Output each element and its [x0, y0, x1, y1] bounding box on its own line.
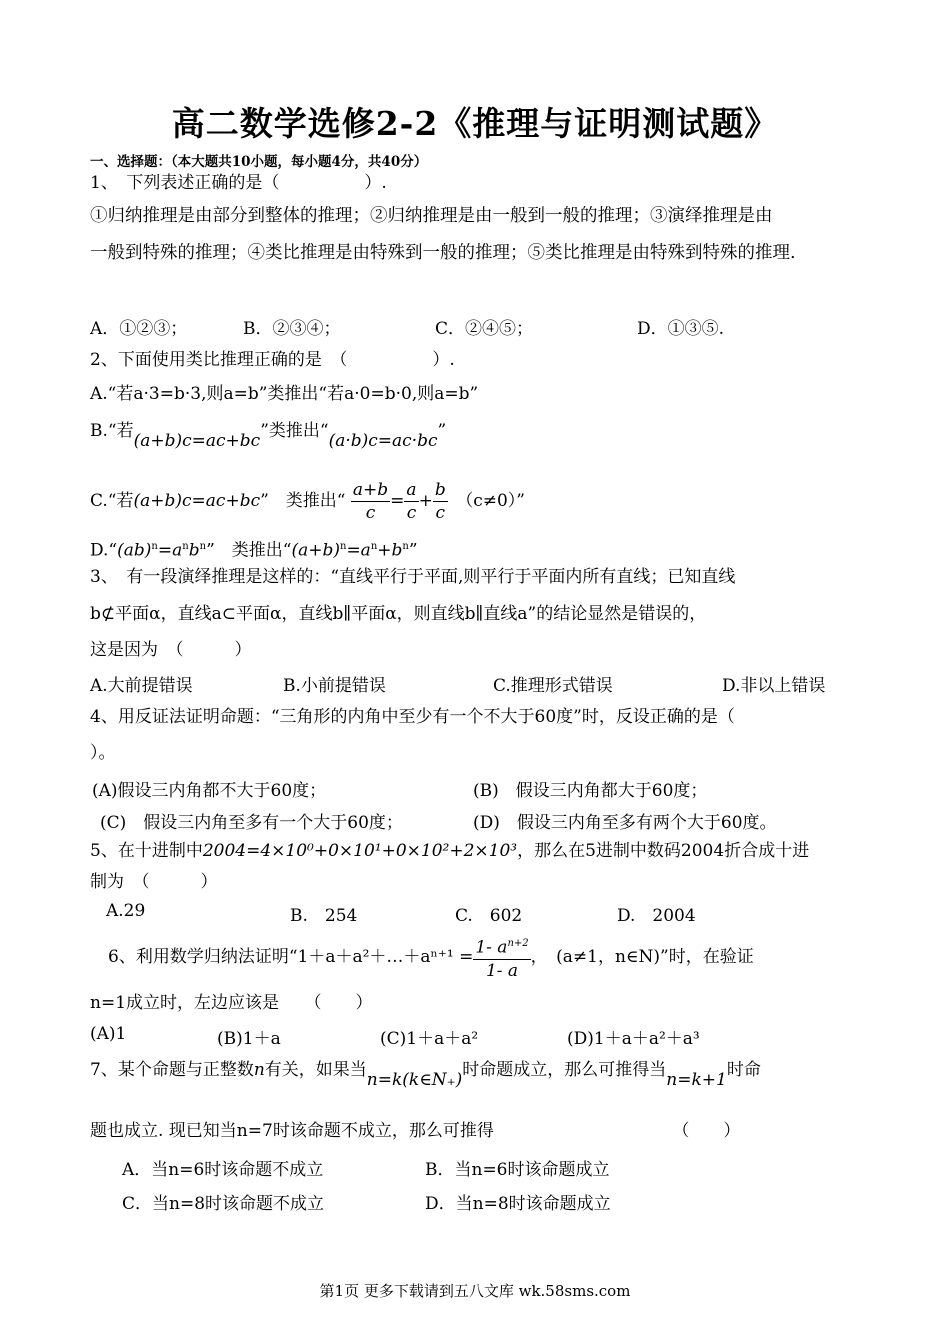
q4-option-d: (D) 假设三内角至多有两个大于60度。: [473, 813, 777, 833]
q2-b-prefix: B.“若: [90, 421, 134, 441]
q6-line1: 6、利用数学归纳法证明“1＋a＋a²＋…＋aⁿ⁺¹ = $\frac{1- a^{n+2}}{1- a}$ ， (a≠1，n∈N)”时，在验证: [108, 932, 754, 982]
q4-line2: ）。: [90, 743, 116, 763]
q4-option-a: (A)假设三内角都不大于60度；: [92, 781, 327, 801]
q3-option-b: B.小前提错误: [283, 676, 386, 696]
q2-c-fraction1: $\frac{a+b}{c}$: [352, 480, 389, 523]
q2-option-a: A.“若a·3=b·3,则a=b”类推出“若a·0=b·0,则a=b”: [90, 384, 479, 404]
q5-option-a: A.29: [106, 901, 146, 921]
q1-body-line2: 一般到特殊的推理；④类比推理是由特殊到一般的推理；⑤类比推理是由特殊到特殊的推理.: [90, 243, 796, 263]
q7-condition2: n=k+1: [666, 1070, 727, 1090]
q6-option-c: (C)1＋a＋a²: [380, 1029, 479, 1049]
q1-option-d: D．①③⑤.: [637, 319, 725, 339]
q7-option-d: D．当n=8时该命题成立: [425, 1194, 611, 1214]
q2-option-d: $D.“(ab)^n=a^nb^n$” 类推出“$(a+b)^n=a^n+b^n$”: [90, 540, 418, 561]
q7-option-a: A．当n=6时该命题不成立: [122, 1160, 324, 1180]
q1-body-line1: ①归纳推理是由部分到整体的推理；②归纳推理是由一般到一般的推理；③演绎推理是由: [90, 206, 773, 226]
page-footer: 第1页 更多下载请到五八文库 wk.58sms.com: [319, 1282, 631, 1300]
page-title: 高二数学选修2-2《推理与证明测试题》: [171, 104, 779, 143]
q1-option-b: B．②③④；: [243, 319, 341, 339]
q1-option-c: C．②④⑤；: [435, 319, 534, 339]
q2-option-b: [90, 420, 447, 451]
q2-c-formula1: (a+b)c=ac+bc: [133, 491, 261, 511]
q5-option-b: B. 254: [290, 906, 358, 926]
q3-option-a: A.大前提错误: [90, 676, 193, 696]
q2-c-fraction2: $\frac{a}{c}$: [406, 480, 417, 523]
q3-option-c: C.推理形式错误: [493, 676, 613, 696]
q3-line3: 这是因为 （ ）: [90, 640, 252, 660]
q6-option-a: (A)1: [90, 1024, 127, 1044]
q6-option-d: (D)1＋a＋a²＋a³: [567, 1029, 700, 1049]
q2-b-formula2: (a·b)c=ac·bc: [328, 431, 438, 451]
q1-stem: 1、 下列表述正确的是（ ）.: [90, 173, 387, 193]
section-heading: 一、选择题：（本大题共10小题，每小题4分，共40分）: [90, 154, 428, 170]
q3-line1: 3、 有一段演绎推理是这样的：“直线平行于平面,则平行于平面内所有直线；已知直线: [90, 567, 736, 587]
q2-option-c: C.“若(a+b)c=ac+bc” 类推出“ $\frac{a+b}{c}$ = $\frac{a}{c}$ + $\frac{b}{c}$ （c≠0）”: [90, 480, 525, 523]
q3-line2: b⊄平面α，直线a⊂平面α，直线b∥平面α，则直线b∥直线a”的结论显然是错误的，: [90, 604, 707, 624]
q2-c-prefix: C.“若: [90, 491, 134, 511]
q3-option-d: D.非以上错误: [722, 676, 826, 696]
q6-fraction: $\frac{1- a^{n+2}}{1- a}$: [473, 933, 530, 982]
q7-option-c: C．当n=8时该命题不成立: [122, 1194, 325, 1214]
q5-line2: 制为 （ ）: [90, 872, 218, 892]
q2-c-mid: ” 类推出“: [260, 491, 346, 511]
q5-option-d: D. 2004: [617, 906, 696, 926]
q2-b-formula1: (a+b)c=ac+bc: [133, 431, 261, 451]
q1-option-a: A．①②③；: [90, 319, 188, 339]
q5-line1: 5、在十进制中2004=4×10⁰+0×10¹+0×10²+2×10³，那么在5进制中数码2004折合成十进: [90, 841, 810, 861]
q2-c-fraction3: $\frac{b}{c}$: [434, 480, 446, 523]
q2-c-suffix: （c≠0）”: [447, 491, 525, 511]
q4-option-c: (C) 假设三内角至多有一个大于60度；: [100, 813, 403, 833]
q4-line1: 4、用反证法证明命题：“三角形的内角中至少有一个不大于60度”时，反设正确的是（: [90, 707, 735, 727]
q7-line2: 题也成立. 现已知当n=7时该命题不成立，那么可推得 （ ）: [90, 1121, 741, 1141]
q7-line1: 7、某个命题与正整数n有关，如果当n=k(k∈N₊)时命题成立，那么可推得当n=k+1时命: [90, 1060, 761, 1090]
q5-option-c: C. 602: [455, 906, 523, 926]
q5-math: 2004=4×10⁰+0×10¹+0×10²+2×10³: [202, 841, 518, 861]
q7-option-b: B．当n=6时该命题成立: [425, 1160, 610, 1180]
q2-b-suffix: ”: [437, 421, 447, 441]
q4-option-b: (B) 假设三内角都大于60度；: [473, 781, 708, 801]
q7-condition: n=k(k∈N₊): [366, 1070, 463, 1090]
q6-option-b: (B)1＋a: [217, 1029, 281, 1049]
q2-b-mid: ”类推出“: [260, 421, 329, 441]
q6-line2: n=1成立时，左边应该是 （ ）: [90, 993, 373, 1013]
q2-stem: 2、下面使用类比推理正确的是 （ ）.: [90, 350, 455, 370]
